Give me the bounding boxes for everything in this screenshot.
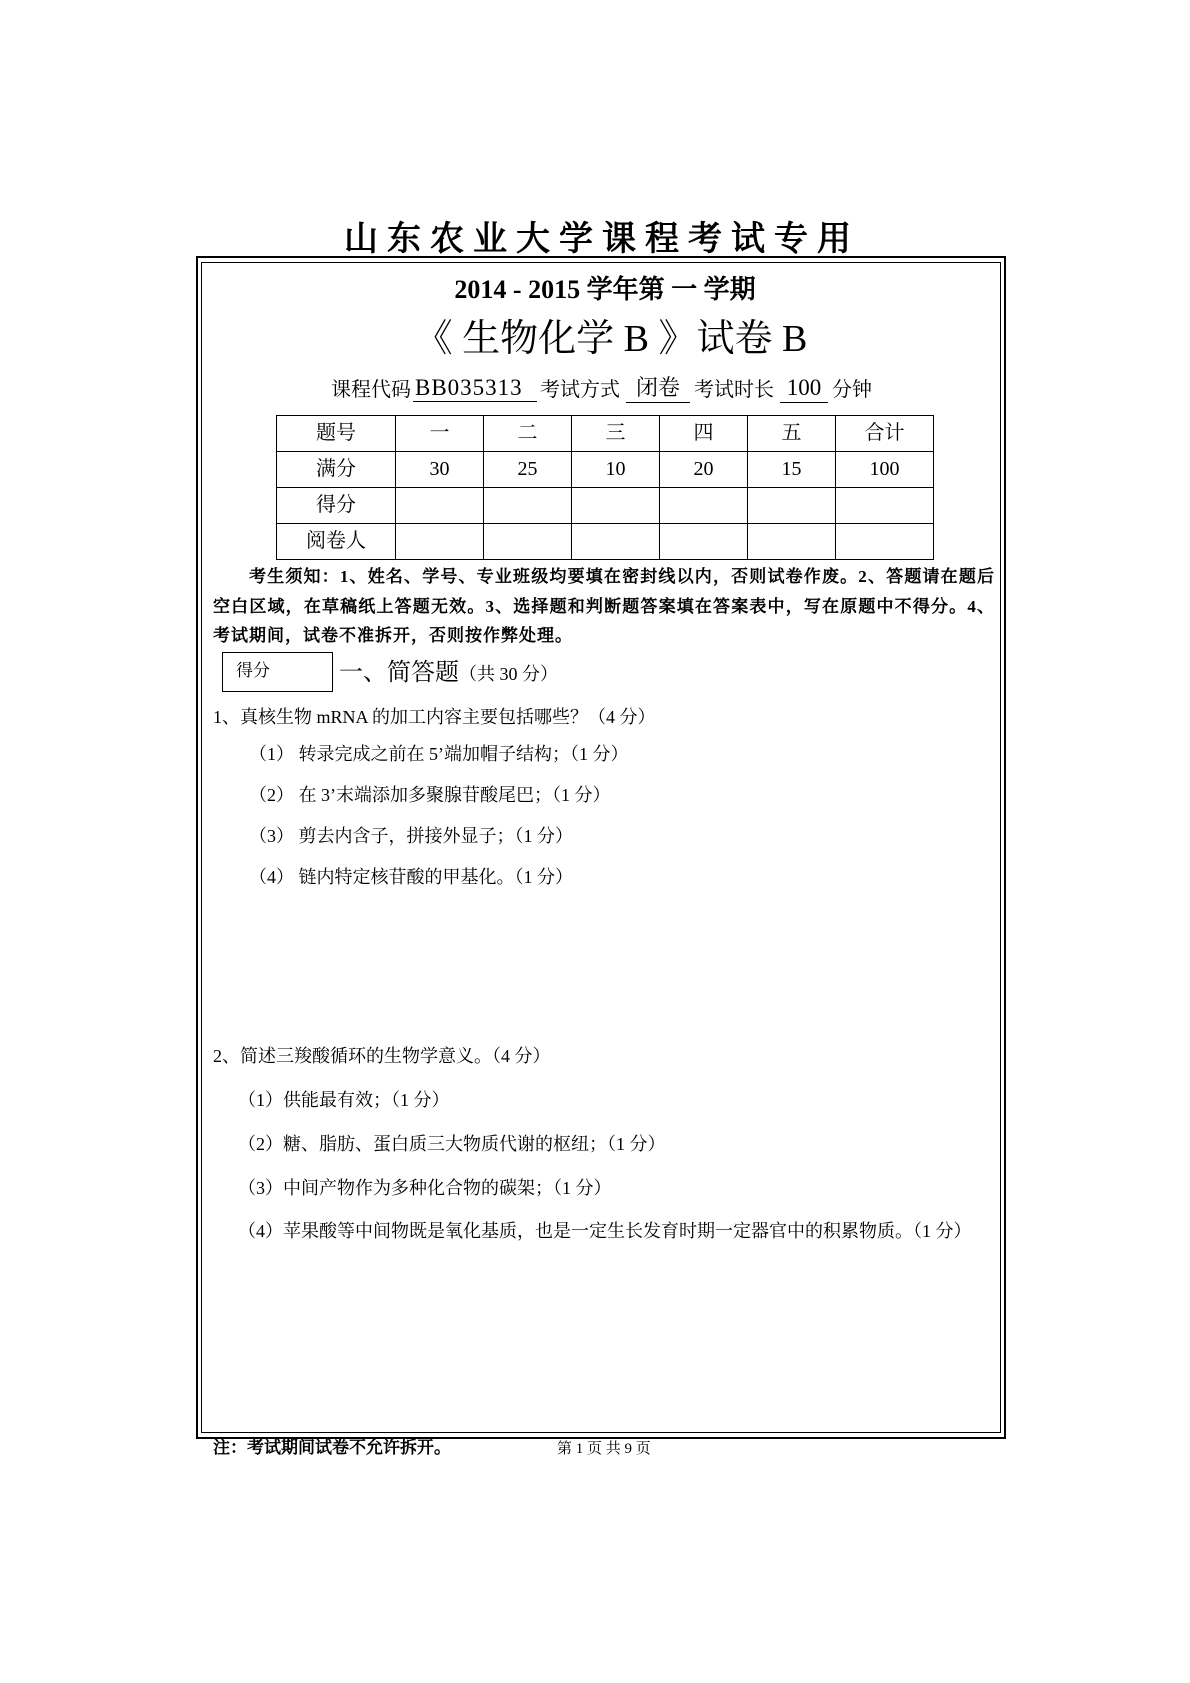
duration-unit: 分钟 xyxy=(832,379,872,401)
table-cell xyxy=(660,488,748,524)
exam-mode-label: 考试方式 xyxy=(540,379,620,401)
table-cell xyxy=(484,488,572,524)
answer-item: （3）中间产物作为多种化合物的碳架；（1 分） xyxy=(238,1178,612,1198)
answer-item: （4）苹果酸等中间物既是氧化基质，也是一定生长发育时期一定器官中的积累物质。（1 分） xyxy=(238,1221,972,1241)
answer-item: （1）供能最有效；（1 分） xyxy=(238,1090,450,1110)
question-prompt: 2、简述三羧酸循环的生物学意义。（4 分） xyxy=(213,1046,551,1066)
table-cell xyxy=(484,524,572,560)
table-cell: 30 xyxy=(396,452,484,488)
exam-mode-value: 闭卷 xyxy=(626,374,690,403)
answer-item: （2） 在 3’末端添加多聚腺苷酸尾巴；（1 分） xyxy=(249,785,611,805)
notice-line: 考试期间，试卷不准拆开，否则按作弊处理。 xyxy=(213,626,573,645)
table-cell xyxy=(572,488,660,524)
table-header-cell: 合计 xyxy=(836,416,934,452)
table-cell xyxy=(572,524,660,560)
answer-item: （1） 转录完成之前在 5’端加帽子结构；（1 分） xyxy=(249,744,629,764)
footer-note: 注：考试期间试卷不允许拆开。 xyxy=(213,1438,451,1457)
duration-value: 100 xyxy=(780,374,828,403)
table-header-cell: 五 xyxy=(748,416,836,452)
course-code-value: BB035313 xyxy=(413,374,537,402)
table-cell xyxy=(748,488,836,524)
answer-item: （4） 链内特定核苷酸的甲基化。（1 分） xyxy=(249,867,573,887)
course-code-label: 课程代码 xyxy=(331,379,411,401)
table-header-cell: 四 xyxy=(660,416,748,452)
notice-line: 考生须知：1、姓名、学号、专业班级均要填在密封线以内，否则试卷作废。2、答题请在题后 xyxy=(249,567,995,586)
table-row xyxy=(277,524,934,560)
table-cell xyxy=(396,488,484,524)
table-row xyxy=(277,452,934,488)
table-cell xyxy=(836,488,934,524)
answer-item: （3） 剪去内含子，拼接外显子；（1 分） xyxy=(249,826,573,846)
table-header-row xyxy=(277,416,934,452)
page-number: 第 1 页 共 9 页 xyxy=(557,1441,651,1457)
table-cell xyxy=(396,524,484,560)
table-header-cell: 一 xyxy=(396,416,484,452)
table-cell: 100 xyxy=(836,452,934,488)
table-cell: 得分 xyxy=(277,488,396,524)
section-score-box-label: 得分 xyxy=(236,661,270,680)
table-cell xyxy=(836,524,934,560)
notice-line: 空白区域，在草稿纸上答题无效。3、选择题和判断题答案填在答案表中，写在原题中不得分。4、 xyxy=(213,597,995,616)
table-cell: 25 xyxy=(484,452,572,488)
section-title xyxy=(339,657,558,690)
table-cell: 10 xyxy=(572,452,660,488)
answer-item: （2）糖、脂肪、蛋白质三大物质代谢的枢纽；（1 分） xyxy=(238,1134,666,1154)
table-cell: 15 xyxy=(748,452,836,488)
table-header-cell: 三 xyxy=(572,416,660,452)
table-header-cell: 题号 xyxy=(277,416,396,452)
table-cell: 满分 xyxy=(277,452,396,488)
table-cell: 阅卷人 xyxy=(277,524,396,560)
table-cell xyxy=(748,524,836,560)
section-subtitle: （共 30 分） xyxy=(459,664,558,684)
exam-title: 《 生物化学 B 》试卷 B xyxy=(414,318,808,360)
duration-label: 考试时长 xyxy=(694,379,774,401)
question-prompt: 1、真核生物 mRNA 的加工内容主要包括哪些？（4 分） xyxy=(213,707,656,727)
table-cell xyxy=(660,524,748,560)
exam-term: 2014 - 2015 学年第 一 学期 xyxy=(454,275,756,304)
school-title: 山东农业大学课程考试专用 xyxy=(344,221,860,258)
table-header-cell: 二 xyxy=(484,416,572,452)
score-table xyxy=(276,415,934,560)
section-title-text: 一、简答题 xyxy=(339,660,459,686)
table-row xyxy=(277,488,934,524)
table-cell: 20 xyxy=(660,452,748,488)
